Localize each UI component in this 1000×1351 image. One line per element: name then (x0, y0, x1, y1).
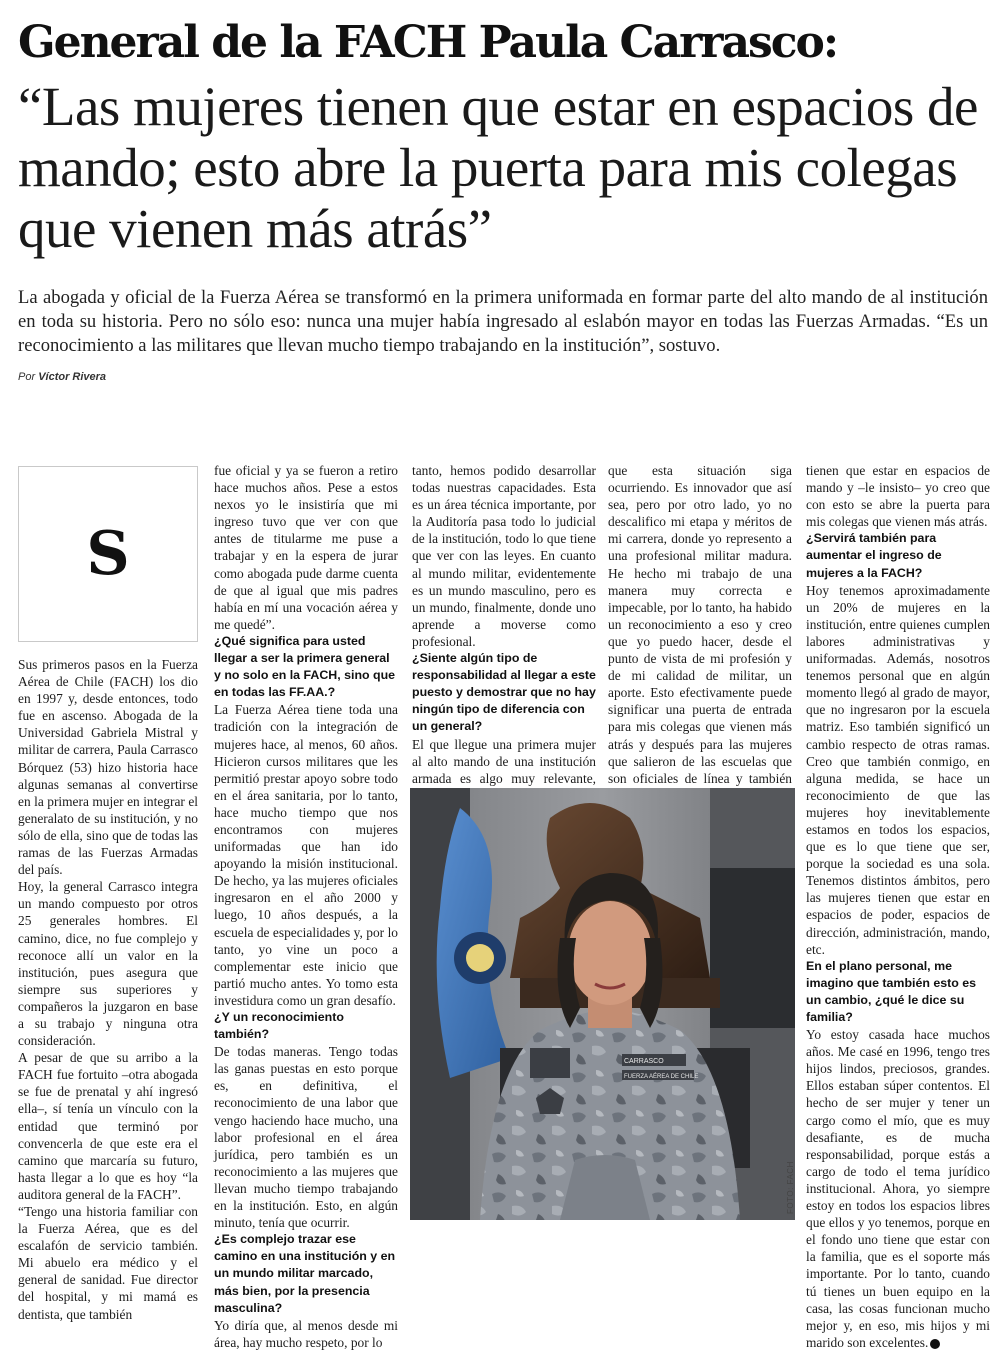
body-paragraph: De todas maneras. Tengo todas las ganas puestas en esto porque es, en definitiva, el reconocimiento de una labor que vengo haciendo hace mucho, una labor profesional en el área jurídica, pero también es un reconocimiento a las mujeres que llevan mucho tiempo trabajando en la institución. Esto, en algún minuto, tenía que ocurrir. (214, 1044, 398, 1231)
interview-question: ¿Servirá también para aumentar el ingreso de mujeres a la FACH? (806, 531, 942, 580)
end-mark-icon (930, 1339, 940, 1349)
drop-cap-box (18, 466, 198, 642)
interview-question: ¿Siente algún tipo de responsabilidad al llegar a este puesto y demostrar que no hay ningún tipo de diferencia con un general? (412, 651, 596, 734)
byline-prefix: Por (18, 371, 36, 383)
photo-credit: FOTO: FACH (786, 1161, 795, 1214)
body-paragraph: Hoy tenemos aproximadamente un 20% de mujeres en la institución, entre quienes cumplen labores administrativas y uniformadas. Además, nosotros tenemos personal que en algún momento llegó al grado de mayor, que no ingresaron por la escuela matriz. Eso también significó un cambio respecto de otras ramas. Creo que también conmigo, en alguna medida, se hace un reconocimiento de que las mujeres hoy inevitablemente estamos en todos los espacios, que es lo que tiene que ser, porque la sociedad es una sola. Tenemos distintos ámbitos, pero las mujeres tienen que estar en espacios de poder, espacios de dirección, administración, mando, etc. (806, 582, 990, 957)
interview-question: En el plano personal, me imagino que también esto es un cambio, ¿qué le dice su familia? (806, 958, 977, 1024)
body-paragraph: “Tengo una historia familiar con la Fuerza Aérea, que es del escalafón de servicio también. Mi abuelo era médico y el general de sanidad. Fue director del hospital, y mi mamá es dentista, que también (18, 1204, 198, 1322)
interview-question: ¿Qué significa para usted llegar a ser la primera general y no solo en la FACH, sino que en todas las FF.AA.? (214, 633, 396, 700)
article-column-3 (412, 462, 596, 821)
body-paragraph: Yo diría que, al menos desde mi área, hay mucho respeto, por lo (214, 1317, 398, 1350)
article-column-4 (608, 462, 792, 821)
article-column-1 (18, 656, 198, 1323)
lead-paragraph: La abogada y oficial de la Fuerza Aérea se transformó en la primera uniformada en formar parte del alto mando de al institución en toda su historia. Pero no sólo eso: nunca una mujer había ingresado al eslabón mayor en todas las Fuerzas Armadas. “Es un reconocimiento a las militares que llevan mucho tiempo trabajando en la institución”, sostuvo. (18, 287, 988, 356)
interview-question: ¿Y un reconocimiento también? (214, 1010, 344, 1042)
article-column-2 (214, 462, 398, 1351)
body-paragraph: que esta situación siga ocurriendo. Es innovador que así sea, pero por otro lado, yo no descalifico mi etapa y méritos de mi carrera, donde yo represento a una profesional militar madura. He hecho mi trabajo de una manera muy correcta e impecable, por lo tanto, ha habido un reconocimiento a eso y creo que yo puedo hacer, desde el punto de vista de mi profesión y de mi calidad de militar, un aporte. Esto efectivamente puede significar una puerta de entrada para mis colegas que vienen más atrás y después para las mujeres que salieron de las escuelas que son oficiales de línea y también (608, 463, 792, 786)
byline (18, 371, 106, 383)
body-paragraph: Hoy, la general Carrasco integra un mando compuesto por otros 25 generales hombres. El camino, dice, no fue complejo y reconoce allí un valor en la institución, pues asegura que siempre sus superiores y compañeros la juzgaron en base a su trabajo y ninguna otra consideración. (18, 879, 198, 1049)
headline-quote: “Las mujeres tienen que estar en espacios de mando; esto abre la puerta para mis colegas que vienen más atrás” (18, 76, 978, 259)
portrait-photo (410, 788, 795, 1220)
body-paragraph: La Fuerza Aérea tiene toda una tradición con la integración de mujeres hace, al menos, 60 años. Hicieron cursos militares que les permitió prestar apoyo sobre todo en el área sanitaria, por lo tanto, hace mucho tiempo que nos encontramos con mujeres uniformadas que han ido apoyando la misión institucional. De hecho, ya las mujeres oficiales ingresaron en el año 2000 y luego, 10 años después, a la escuela de especialidades y, por lo tanto, yo vine un poco a complementar este inicio que partió mucho antes. Yo tomo esta investidura como un gran desafío. (214, 702, 398, 1008)
body-paragraph: El que llegue una primera mujer al alto mando de una institución armada es algo muy relevante, (412, 736, 596, 786)
body-paragraph: tanto, hemos podido desarrollar todas nuestras capacidades. Esta es un área técnica importante, por la Auditoría pasa todo lo judicial de la institución, todo lo que tiene que ver con las leyes. En cuanto al mundo militar, evidentemente es un mundo masculino, pero es un mundo, finalmente, donde uno aprende a moverse como profesional. (412, 463, 596, 649)
article-column-5 (806, 462, 990, 1351)
drop-cap: S (86, 519, 130, 589)
name-tag: CARRASCO (624, 1058, 664, 1065)
interview-question: ¿Es complejo trazar ese camino en una institución y en un mundo militar marcado, más bien, por la presencia masculina? (214, 1232, 396, 1315)
uniform-badge: FUERZA AÉREA DE CHILE (624, 1074, 699, 1080)
body-paragraph: Yo estoy casada hace muchos años. Me casé en 1996, tengo tres hijos lindos, preciosos, grandes. Ellos estaban súper contentos. El hecho de ser mujer y tener un cargo como el mío, que es muy desafiante, es de mucha responsabilidad, porque estás a cargo de todo el tema jurídico institucional. Ahora, yo siempre estoy en todos los espacios libres que ellos y yo tenemos, porque en el fondo uno tiene que estar con la familia, que es el soporte más importante. Por lo tanto, cuando tú tienes un buen equipo en la casa, las cosas funcionan mucho mejor y, en eso, mis hijos y mi marido son excelentes. (806, 1027, 990, 1350)
body-paragraph: fue oficial y ya se fueron a retiro hace muchos años. Pese a estos nexos yo le insistiría que mi ingreso tuvo que ver con que antes de titularme me puse a trabajar y en la espera de jurar como abogada pude darme cuenta de que al igual que mis padres había en mí una vocación aérea y me quedé”. (214, 463, 398, 632)
body-paragraph: A pesar de que su arribo a la FACH fue fortuito –otra abogada se fue de prenatal y ahí ingresó ella–, sí tenía un vínculo con la entidad que terminó por convencerla de que este era el camino que marcaría su futuro, hasta llegar a lo que es hoy “la auditora general de la FACH”. (18, 1050, 198, 1202)
headline: General de la FACH Paula Carrasco: (18, 17, 838, 68)
body-paragraph: Sus primeros pasos en la Fuerza Aérea de Chile (FACH) los dio en 1997 y, desde entonces, todo fue en ascenso. Abogada de la Universidad Gabriela Mistral y militar de carrera, Paula Carrasco Bórquez (53) hizo historia hace algunas semanas al convertirse en la primera mujer en integrar el generalato de su institución, y no sólo de ella, sino que de todas las ramas de las Fuerzas Armadas del país. (18, 657, 198, 878)
body-paragraph: tienen que estar en espacios de mando y –le insisto– yo creo que con esto se abre la puerta para mis colegas que vienen más atrás. (806, 463, 990, 530)
byline-author: Víctor Rivera (38, 371, 107, 383)
